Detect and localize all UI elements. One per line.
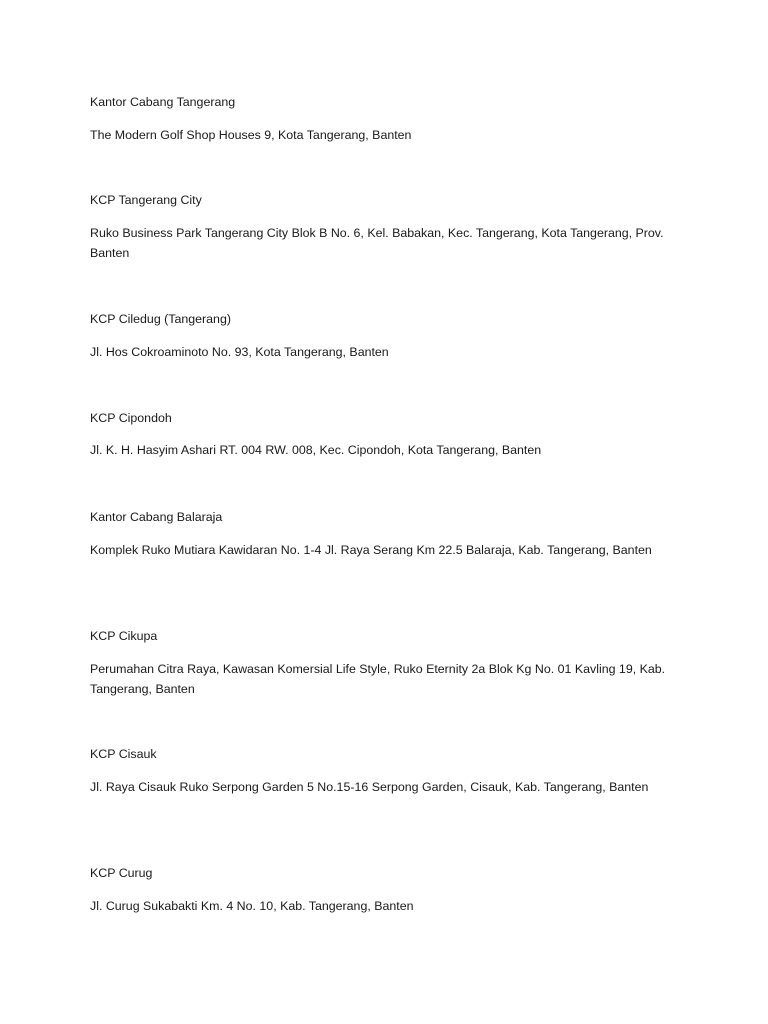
branch-name: KCP Curug <box>90 866 153 880</box>
branch-name: Kantor Cabang Tangerang <box>90 95 236 109</box>
branch-address: Ruko Business Park Tangerang City Blok B No. 6, Kel. Babakan, Kec. Tangerang, Kota Tangerang, Prov. Banten <box>90 226 664 260</box>
branch-name: KCP Cipondoh <box>90 411 172 425</box>
branch-name: KCP Cikupa <box>90 629 158 643</box>
branch-name: Kantor Cabang Balaraja <box>90 510 223 524</box>
branch-address: Jl. Hos Cokroaminoto No. 93, Kota Tangerang, Banten <box>90 345 389 359</box>
branch-address: The Modern Golf Shop Houses 9, Kota Tangerang, Banten <box>90 128 412 142</box>
branch-name: KCP Tangerang City <box>90 193 202 207</box>
branch-address: Jl. Raya Cisauk Ruko Serpong Garden 5 No.15-16 Serpong Garden, Cisauk, Kab. Tangerang, Banten <box>90 780 649 794</box>
branch-address: Perumahan Citra Raya, Kawasan Komersial Life Style, Ruko Eternity 2a Blok Kg No. 01 Kavling 19, Kab. Tangerang, Banten <box>90 662 666 696</box>
branch-name: KCP Ciledug (Tangerang) <box>90 312 231 326</box>
branch-address: Komplek Ruko Mutiara Kawidaran No. 1-4 Jl. Raya Serang Km 22.5 Balaraja, Kab. Tangerang, Banten <box>90 543 652 557</box>
branch-name: KCP Cisauk <box>90 747 157 761</box>
branch-address: Jl. K. H. Hasyim Ashari RT. 004 RW. 008, Kec. Cipondoh, Kota Tangerang, Banten <box>90 443 542 457</box>
branch-address: Jl. Curug Sukabakti Km. 4 No. 10, Kab. Tangerang, Banten <box>90 899 414 913</box>
